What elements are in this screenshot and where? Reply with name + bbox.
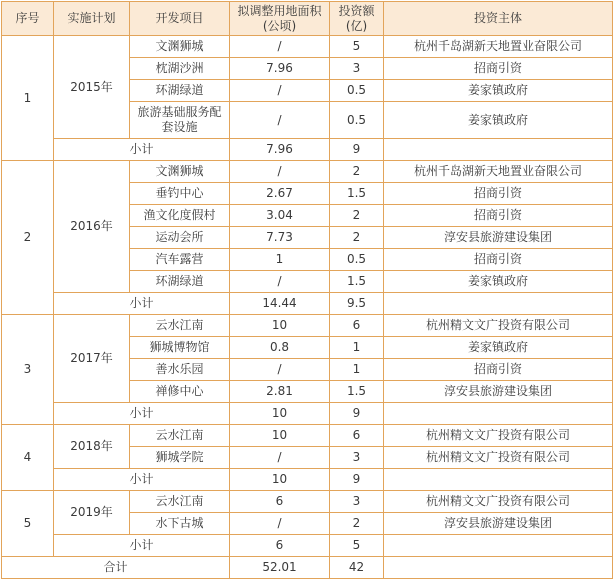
subtotal-row xyxy=(2,535,613,557)
investment-amount: 1.5 xyxy=(330,183,384,205)
investment-amount: 0.5 xyxy=(330,249,384,271)
investment-amount: 3 xyxy=(330,58,384,80)
project-name: 云水江南 xyxy=(130,425,230,447)
header-no: 序号 xyxy=(2,2,54,36)
header-investor: 投资主体 xyxy=(384,2,613,36)
subtotal-area: 10 xyxy=(230,469,330,491)
project-name: 环湖绿道 xyxy=(130,80,230,102)
investor: 姜家镇政府 xyxy=(384,80,613,102)
land-area: 1 xyxy=(230,249,330,271)
subtotal-investment: 5 xyxy=(330,535,384,557)
project-name: 枕湖沙洲 xyxy=(130,58,230,80)
investment-amount: 1.5 xyxy=(330,271,384,293)
investor: 杭州精文文广投资有限公司 xyxy=(384,447,613,469)
subtotal-row xyxy=(2,139,613,161)
plan-year: 2018年 xyxy=(54,425,130,469)
plan-year: 2019年 xyxy=(54,491,130,535)
row-number: 5 xyxy=(2,491,54,557)
land-area: 2.67 xyxy=(230,183,330,205)
total-investment: 42 xyxy=(330,557,384,579)
subtotal-investor-empty xyxy=(384,469,613,491)
subtotal-area: 14.44 xyxy=(230,293,330,315)
land-area: 3.04 xyxy=(230,205,330,227)
investment-amount: 2 xyxy=(330,205,384,227)
total-area: 52.01 xyxy=(230,557,330,579)
project-name: 运动会所 xyxy=(130,227,230,249)
land-area: 7.96 xyxy=(230,58,330,80)
header-plan: 实施计划 xyxy=(54,2,130,36)
investor: 杭州精文文广投资有限公司 xyxy=(384,491,613,513)
table-row xyxy=(2,315,613,337)
investor: 淳安县旅游建设集团 xyxy=(384,513,613,535)
investment-amount: 2 xyxy=(330,513,384,535)
table-row xyxy=(2,491,613,513)
investment-amount: 0.5 xyxy=(330,80,384,102)
investor: 姜家镇政府 xyxy=(384,102,613,139)
land-area: / xyxy=(230,513,330,535)
investment-amount: 1 xyxy=(330,359,384,381)
investor: 招商引资 xyxy=(384,183,613,205)
row-number: 1 xyxy=(2,36,54,161)
subtotal-area: 10 xyxy=(230,403,330,425)
land-area: 0.8 xyxy=(230,337,330,359)
row-number: 4 xyxy=(2,425,54,491)
project-name: 垂钓中心 xyxy=(130,183,230,205)
project-name: 禅修中心 xyxy=(130,381,230,403)
investment-amount: 2 xyxy=(330,227,384,249)
land-area: / xyxy=(230,359,330,381)
investor: 招商引资 xyxy=(384,58,613,80)
table-header-row xyxy=(2,2,613,36)
subtotal-investment: 9 xyxy=(330,403,384,425)
header-area: 拟调整用地面积(公顷) xyxy=(230,2,330,36)
project-name: 狮城博物馆 xyxy=(130,337,230,359)
investment-amount: 3 xyxy=(330,491,384,513)
investment-amount: 3 xyxy=(330,447,384,469)
investment-plan-table xyxy=(1,1,613,579)
subtotal-row xyxy=(2,403,613,425)
header-investment: 投资额(亿) xyxy=(330,2,384,36)
subtotal-row xyxy=(2,469,613,491)
project-name: 渔文化度假村 xyxy=(130,205,230,227)
table-row xyxy=(2,36,613,58)
total-label: 合计 xyxy=(2,557,230,579)
row-number: 2 xyxy=(2,161,54,315)
total-investor-empty xyxy=(384,557,613,579)
land-area: 10 xyxy=(230,315,330,337)
land-area: / xyxy=(230,102,330,139)
row-number: 3 xyxy=(2,315,54,425)
subtotal-investment: 9.5 xyxy=(330,293,384,315)
plan-year: 2016年 xyxy=(54,161,130,293)
investment-amount: 0.5 xyxy=(330,102,384,139)
subtotal-investor-empty xyxy=(384,403,613,425)
land-area: 2.81 xyxy=(230,381,330,403)
subtotal-label: 小计 xyxy=(54,403,230,425)
project-name: 文渊狮城 xyxy=(130,36,230,58)
project-name: 环湖绿道 xyxy=(130,271,230,293)
investor: 姜家镇政府 xyxy=(384,337,613,359)
investment-amount: 6 xyxy=(330,315,384,337)
table-row xyxy=(2,161,613,183)
project-name: 善水乐园 xyxy=(130,359,230,381)
investor: 招商引资 xyxy=(384,205,613,227)
investor: 杭州千岛湖新天地置业奋限公司 xyxy=(384,36,613,58)
subtotal-area: 7.96 xyxy=(230,139,330,161)
investor: 杭州精文文广投资有限公司 xyxy=(384,425,613,447)
plan-year: 2015年 xyxy=(54,36,130,139)
land-area: / xyxy=(230,271,330,293)
header-project: 开发项目 xyxy=(130,2,230,36)
plan-year: 2017年 xyxy=(54,315,130,403)
subtotal-label: 小计 xyxy=(54,139,230,161)
land-area: 6 xyxy=(230,491,330,513)
investment-amount: 5 xyxy=(330,36,384,58)
subtotal-investor-empty xyxy=(384,293,613,315)
project-name: 狮城学院 xyxy=(130,447,230,469)
investment-amount: 1 xyxy=(330,337,384,359)
investor: 淳安县旅游建设集团 xyxy=(384,227,613,249)
subtotal-label: 小计 xyxy=(54,293,230,315)
investor: 淳安县旅游建设集团 xyxy=(384,381,613,403)
investor: 招商引资 xyxy=(384,249,613,271)
subtotal-label: 小计 xyxy=(54,469,230,491)
project-name: 水下古城 xyxy=(130,513,230,535)
subtotal-investor-empty xyxy=(384,139,613,161)
project-name: 汽车露营 xyxy=(130,249,230,271)
land-area: / xyxy=(230,36,330,58)
land-area: 7.73 xyxy=(230,227,330,249)
land-area: / xyxy=(230,447,330,469)
investor: 杭州千岛湖新天地置业奋限公司 xyxy=(384,161,613,183)
investor: 姜家镇政府 xyxy=(384,271,613,293)
investor: 招商引资 xyxy=(384,359,613,381)
table-row xyxy=(2,425,613,447)
subtotal-label: 小计 xyxy=(54,535,230,557)
investor: 杭州精文文广投资有限公司 xyxy=(384,315,613,337)
investment-amount: 1.5 xyxy=(330,381,384,403)
investment-amount: 6 xyxy=(330,425,384,447)
subtotal-row xyxy=(2,293,613,315)
total-row xyxy=(2,557,613,579)
project-name: 旅游基础服务配套设施 xyxy=(130,102,230,139)
investment-amount: 2 xyxy=(330,161,384,183)
subtotal-investment: 9 xyxy=(330,139,384,161)
subtotal-area: 6 xyxy=(230,535,330,557)
land-area: / xyxy=(230,161,330,183)
project-name: 文渊狮城 xyxy=(130,161,230,183)
project-name: 云水江南 xyxy=(130,315,230,337)
project-name: 云水江南 xyxy=(130,491,230,513)
land-area: 10 xyxy=(230,425,330,447)
land-area: / xyxy=(230,80,330,102)
subtotal-investment: 9 xyxy=(330,469,384,491)
subtotal-investor-empty xyxy=(384,535,613,557)
